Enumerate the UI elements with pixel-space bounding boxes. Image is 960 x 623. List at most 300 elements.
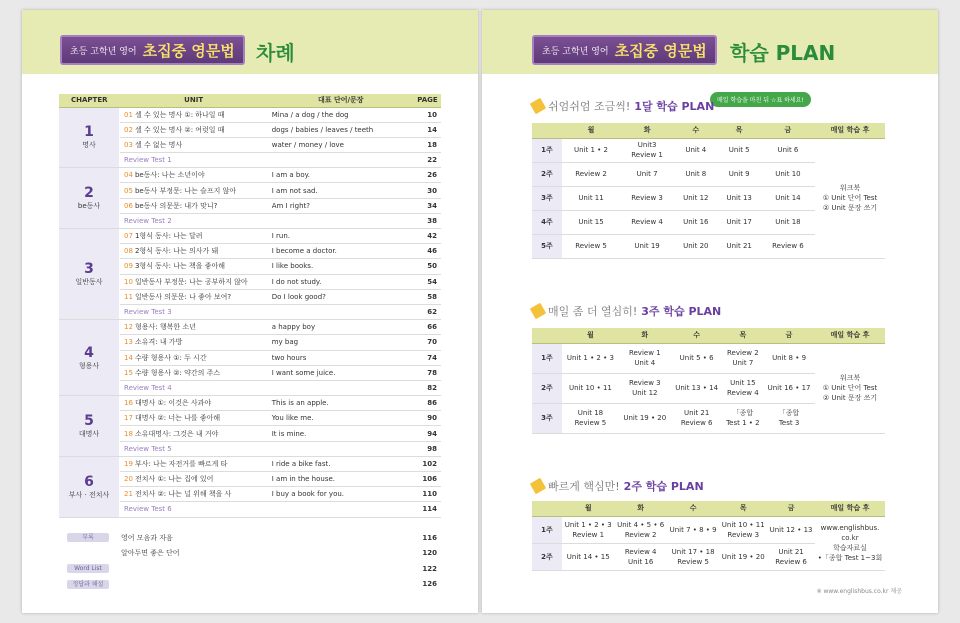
- plan-cell: [674, 186, 717, 210]
- appendix-label: 부록: [67, 533, 109, 542]
- after-study-line: ② Unit 문장 쓰기: [822, 204, 878, 212]
- plan-cell: [674, 138, 717, 162]
- chapter-cell: [59, 456, 120, 517]
- week-cell: 5주: [532, 234, 562, 258]
- example-cell: You like me.: [268, 411, 414, 426]
- appendix-title: 알아두면 좋은 단어: [121, 549, 180, 558]
- example-cell: I am in the house.: [268, 472, 414, 487]
- credit-note: ※ www.englishbus.co.kr 제공: [816, 588, 902, 595]
- plan-header-cell: [532, 501, 562, 516]
- plan-cell-line: Review 5: [677, 557, 709, 566]
- plan-cell-line: Unit 14 • 15: [566, 552, 610, 561]
- plan-cell-line: Review 2: [727, 349, 759, 357]
- unit-cell: [120, 244, 268, 259]
- chapter-name: 형용사: [78, 361, 100, 370]
- unit-title: be동사 부정문: 나는 슬프지 않아: [134, 186, 237, 195]
- appendix-page: 120: [422, 549, 437, 558]
- unit-title: 3형식 동사: 나는 책을 좋아해: [134, 262, 226, 271]
- table-row: [59, 229, 441, 244]
- chapter-name: 대명사: [78, 429, 100, 438]
- page-cell: 50: [414, 259, 441, 274]
- page-cell: 54: [414, 274, 441, 289]
- plan-cell: [614, 516, 666, 543]
- unit-title: Review Test 4: [124, 383, 172, 392]
- after-study-line: •「종합 Test 1~3회: [817, 554, 883, 562]
- example-cell: I am not sad.: [268, 183, 414, 198]
- plan-cell-line: Review 5: [574, 419, 607, 427]
- plan-cell-line: 「종합: [778, 409, 800, 417]
- chapter-cell: [59, 320, 120, 396]
- chapter-number: 2: [84, 185, 94, 202]
- table-row: [59, 107, 441, 122]
- unit-cell: [120, 380, 268, 395]
- unit-title: 부사: 나는 자전거를 빠르게 타: [134, 459, 228, 468]
- week-cell: 4주: [532, 210, 562, 234]
- page-cell: 58: [414, 289, 441, 304]
- unit-title: 전치사 ①: 나는 집에 있어: [134, 475, 214, 484]
- after-study-line: co.kr: [841, 534, 859, 542]
- unit-number: 20: [124, 475, 133, 484]
- unit-title: 대명사 ②: 너는 나를 좋아해: [134, 414, 221, 423]
- appendix-label-cell: [59, 530, 117, 546]
- plan-cell: [763, 403, 815, 433]
- unit-number: 10: [124, 277, 133, 286]
- unit-number: 15: [124, 368, 133, 377]
- plan-cell: [619, 343, 671, 373]
- plan-header-cell: 화: [619, 328, 671, 343]
- plan-cell-line: Review 3: [631, 194, 663, 202]
- list-item: [59, 561, 441, 577]
- example-cell: [268, 380, 414, 395]
- plan-cell-line: Unit 4 • 5 • 6: [617, 520, 665, 529]
- list-item: [59, 530, 441, 546]
- plan-cell-line: Review 3: [628, 379, 661, 387]
- plan-cell-line: Unit 12: [632, 389, 658, 397]
- plan-cell-line: Review 4: [727, 389, 759, 397]
- appendix-title: [117, 561, 415, 577]
- example-cell: my bag: [268, 335, 414, 350]
- unit-title: 형용사: 행복한 소년: [134, 323, 196, 332]
- toc-table: [59, 94, 441, 518]
- page-cell: 34: [414, 198, 441, 213]
- plan-cell: [674, 210, 717, 234]
- plan-header-cell: 월: [562, 123, 620, 138]
- plan-cell: [717, 162, 760, 186]
- unit-number: 16: [124, 399, 133, 408]
- chapter-name: be동사: [77, 202, 101, 211]
- plan-header-cell: 매일 학습 후: [815, 501, 885, 516]
- page-cell: 74: [414, 350, 441, 365]
- plan-cell: [719, 543, 767, 570]
- plan-cell: [717, 210, 760, 234]
- plan-cell: [761, 138, 815, 162]
- example-cell: [268, 304, 414, 319]
- page-cell: 102: [414, 456, 441, 471]
- page-title: 차례: [256, 41, 295, 65]
- chapter-cell: [59, 396, 120, 457]
- plan-cell-line: Unit 7 • 8 • 9: [669, 525, 717, 534]
- plan-header-cell: 수: [671, 328, 723, 343]
- plan-cell-line: Unit 10 • 11: [568, 384, 612, 392]
- plan-cell: [674, 234, 717, 258]
- unit-cell: [120, 441, 268, 456]
- plan-title: 3주 학습 PLAN: [641, 305, 722, 318]
- unit-cell: [120, 456, 268, 471]
- plan-header-row: [532, 123, 885, 138]
- table-row: [532, 516, 885, 543]
- plan-cell-line: Unit3: [637, 141, 657, 149]
- appendix-label: Word List: [67, 564, 109, 573]
- plan-cell: [562, 186, 620, 210]
- after-study-cell: [815, 343, 885, 433]
- plan-cell-line: Review 3: [727, 530, 760, 539]
- plan-cell-line: Unit 15: [578, 218, 604, 226]
- unit-cell: [120, 259, 268, 274]
- plan-cell-line: Review 2: [624, 530, 657, 539]
- plan-cell: [562, 162, 620, 186]
- plan-cell-line: Unit 10 • 11: [721, 520, 765, 529]
- unit-cell: [120, 183, 268, 198]
- page-cell: 22: [414, 153, 441, 168]
- unit-cell: [120, 229, 268, 244]
- plan-cell-line: Unit 21: [778, 547, 804, 556]
- unit-title: 일반동사 의문문: 나 좋아 보여?: [134, 292, 232, 301]
- unit-title: 셀 수 있는 명사 ②: 여럿일 때: [134, 125, 225, 134]
- week-cell: 3주: [532, 403, 562, 433]
- unit-cell: [120, 107, 268, 122]
- week-cell: 1주: [532, 138, 562, 162]
- after-study-cell: [815, 516, 885, 570]
- plan-cell: [620, 138, 674, 162]
- unit-number: 01: [124, 110, 133, 119]
- unit-title: 수량 형용사 ②: 약간의 주스: [134, 368, 221, 377]
- page-cell: 38: [414, 213, 441, 228]
- page-cell: 66: [414, 320, 441, 335]
- page-cell: 114: [414, 502, 441, 517]
- plan-cell: [667, 543, 719, 570]
- plan-cell-line: Review 4: [624, 547, 657, 556]
- example-cell: I am a boy.: [268, 168, 414, 183]
- unit-number: 07: [124, 232, 133, 241]
- plan-cell: [761, 234, 815, 258]
- appendix-title: 영어 모음과 자음: [121, 533, 173, 542]
- unit-number: 05: [124, 186, 133, 195]
- plan-cell-line: Review 6: [775, 557, 807, 566]
- plan-header-row: [532, 328, 885, 343]
- unit-cell: [120, 168, 268, 183]
- plan-cell: [667, 516, 719, 543]
- unit-cell: [120, 365, 268, 380]
- plan-cell-line: Unit 13 • 14: [675, 384, 719, 392]
- plan-cell: [761, 210, 815, 234]
- page-cell: 82: [414, 380, 441, 395]
- page-cell: 98: [414, 441, 441, 456]
- plan-header-cell: 월: [562, 328, 619, 343]
- example-cell: Mina / a dog / the dog: [268, 107, 414, 122]
- example-cell: [268, 153, 414, 168]
- toc-header-row: [59, 94, 441, 107]
- unit-cell: [120, 198, 268, 213]
- week-cell: 2주: [532, 373, 562, 403]
- plan-cell-line: Unit 19 • 20: [721, 552, 765, 561]
- unit-title: 소유대명사: 그것은 내 거야: [134, 429, 219, 438]
- example-cell: I run.: [268, 229, 414, 244]
- plan-cell: [761, 186, 815, 210]
- plan-header-row: [532, 501, 885, 516]
- plan-cell-line: Review 1: [572, 530, 605, 539]
- page-cell: 86: [414, 396, 441, 411]
- plan-cell: [671, 403, 723, 433]
- plan-cell: [723, 343, 764, 373]
- plan-header-cell: 목: [723, 328, 764, 343]
- unit-cell: [120, 122, 268, 137]
- plan-cell-line: Unit 7: [636, 170, 658, 178]
- example-cell: two hours: [268, 350, 414, 365]
- plan-table: [532, 328, 885, 434]
- plan-header-cell: 금: [761, 123, 815, 138]
- plan-cell-line: Unit 19 • 20: [623, 414, 667, 422]
- appendix-list: [59, 530, 441, 592]
- plan-cell: [562, 343, 619, 373]
- instruction-bubble: 매일 학습을 마친 뒤 ☆표 하세요!: [710, 92, 811, 107]
- unit-number: 12: [124, 323, 133, 332]
- example-cell: It is mine.: [268, 426, 414, 441]
- plan-cell: [620, 186, 674, 210]
- unit-cell: [120, 274, 268, 289]
- unit-title: 수량 형용사 ①: 두 시간: [134, 353, 207, 362]
- plan-cell: [614, 543, 666, 570]
- page-cell: 30: [414, 183, 441, 198]
- unit-cell: [120, 350, 268, 365]
- unit-cell: [120, 472, 268, 487]
- plan-header-cell: 화: [614, 501, 666, 516]
- example-cell: I buy a book for you.: [268, 487, 414, 502]
- toc-page: [22, 10, 478, 613]
- chapter-name: 부사 · 전치사: [68, 490, 110, 499]
- after-study-line: ① Unit 단어 Test: [822, 384, 878, 392]
- plan-cell-line: 「종합: [732, 409, 754, 417]
- unit-title: Review Test 3: [124, 308, 172, 317]
- page-title: 학습 PLAN: [730, 41, 836, 65]
- page-cell: 42: [414, 229, 441, 244]
- plan-cell-line: Unit 13: [726, 194, 752, 202]
- plan-cell-line: Unit 8 • 9: [772, 354, 807, 362]
- appendix-page: 122: [422, 564, 437, 573]
- example-cell: a happy boy: [268, 320, 414, 335]
- example-cell: [268, 213, 414, 228]
- plan-cell-line: Unit 10: [775, 170, 801, 178]
- plan-cell-line: Unit 16: [683, 218, 709, 226]
- page-cell: 106: [414, 472, 441, 487]
- unit-cell: [120, 396, 268, 411]
- week-cell: 3주: [532, 186, 562, 210]
- after-study-line: 학습자료실: [833, 544, 867, 552]
- unit-title: 셀 수 있는 명사 ①: 하나일 때: [134, 110, 225, 119]
- plan-lead: 빠르게 핵심만!: [548, 480, 620, 493]
- plan-section-title: [532, 98, 714, 114]
- plan-cell-line: Unit 12: [683, 194, 709, 202]
- plan-cell-line: Unit 6: [777, 146, 799, 154]
- unit-number: 03: [124, 140, 133, 149]
- after-study-line: ② Unit 문장 쓰기: [822, 394, 878, 402]
- toc-header-cell: 대표 단어/문장: [268, 94, 414, 107]
- after-study-line: 워크북: [839, 374, 861, 382]
- series-label: 초등 고학년 영어: [70, 46, 137, 57]
- list-item: [59, 577, 441, 593]
- plan-table: [532, 123, 885, 259]
- toc-header-cell: UNIT: [120, 94, 268, 107]
- plan-header-cell: 수: [674, 123, 717, 138]
- plan-cell-line: Review 2: [575, 170, 607, 178]
- plan-cell: [763, 373, 815, 403]
- unit-number: 19: [124, 459, 133, 468]
- page-cell: 94: [414, 426, 441, 441]
- plan-header-cell: [532, 123, 562, 138]
- plan-cell: [674, 162, 717, 186]
- plan-lead: 쉬엄쉬엄 조금씩!: [548, 100, 631, 113]
- after-study-cell: [815, 138, 885, 258]
- example-cell: I do not study.: [268, 274, 414, 289]
- chapter-name: 일반동사: [75, 278, 103, 287]
- example-cell: Am I right?: [268, 198, 414, 213]
- unit-title: 일반동사 부정문: 나는 공부하지 않아: [134, 277, 248, 286]
- unit-number: 11: [124, 292, 133, 301]
- plan-cell-line: Unit 1 • 2 • 3: [566, 354, 614, 362]
- plan-cell-line: Unit 5 • 6: [679, 354, 714, 362]
- example-cell: I become a doctor.: [268, 244, 414, 259]
- page-cell: 14: [414, 122, 441, 137]
- unit-title: 대명사 ①: 이것은 사과야: [134, 399, 212, 408]
- plan-cell-line: Review 4: [631, 218, 663, 226]
- plan-cell-line: Unit 16: [627, 557, 654, 566]
- unit-title: 전치사 ②: 나는 널 위해 책을 사: [134, 490, 232, 499]
- series-label: 초등 고학년 영어: [542, 46, 609, 57]
- plan-cell: [562, 516, 614, 543]
- plan-cell-line: Unit 19: [634, 242, 660, 250]
- plan-cell: [671, 373, 723, 403]
- plan-cell-line: Unit 14: [775, 194, 801, 202]
- example-cell: Do I look good?: [268, 289, 414, 304]
- plan-cell-line: Unit 12 • 13: [769, 525, 813, 534]
- plan-cell: [562, 138, 620, 162]
- plan-header-cell: [532, 328, 562, 343]
- unit-cell: [120, 487, 268, 502]
- plan-cell: [761, 162, 815, 186]
- plan-cell-line: Unit 1 • 2: [574, 146, 608, 154]
- example-cell: [268, 502, 414, 517]
- plan-cell: [719, 516, 767, 543]
- table-row: [532, 343, 885, 373]
- unit-number: 09: [124, 262, 133, 271]
- unit-cell: [120, 426, 268, 441]
- chapter-number: 1: [84, 124, 94, 141]
- unit-title: Review Test 6: [124, 505, 172, 514]
- chapter-number: 3: [84, 261, 94, 278]
- plan-cell-line: Review 6: [680, 419, 713, 427]
- chapter-number: 4: [84, 344, 94, 361]
- chapter-name: 명사: [82, 141, 96, 150]
- unit-cell: [120, 304, 268, 319]
- toc-header-cell: CHAPTER: [59, 94, 120, 107]
- table-row: [532, 138, 885, 162]
- plan-cell: [620, 210, 674, 234]
- table-row: [59, 168, 441, 183]
- plan-header-cell: 화: [620, 123, 674, 138]
- table-row: [59, 456, 441, 471]
- unit-cell: [120, 153, 268, 168]
- page-cell: 18: [414, 137, 441, 152]
- book-title-tag: [532, 35, 717, 65]
- plan-cell-line: Unit 7: [732, 359, 754, 367]
- plan-header-cell: 목: [717, 123, 760, 138]
- plan-cell-line: Unit 21: [683, 409, 710, 417]
- plan-title: 2주 학습 PLAN: [623, 480, 704, 493]
- appendix-label-cell: [59, 561, 117, 577]
- week-cell: 1주: [532, 516, 562, 543]
- unit-cell: [120, 320, 268, 335]
- book-title: 초집중 영문법: [142, 41, 235, 60]
- chapter-number: 5: [84, 412, 94, 429]
- book-title: 초집중 영문법: [614, 41, 707, 60]
- plan-cell-line: Unit 18: [577, 409, 604, 417]
- plan-table: [532, 501, 885, 571]
- plan-header-cell: 목: [719, 501, 767, 516]
- unit-number: 17: [124, 414, 133, 423]
- plan-cell-line: Unit 4: [634, 359, 656, 367]
- plan-cell: [717, 186, 760, 210]
- unit-number: 14: [124, 353, 133, 362]
- plan-cell-line: Review 6: [772, 242, 804, 250]
- plan-cell-line: Review 1: [628, 349, 661, 357]
- after-study-line: 워크북: [839, 184, 861, 192]
- plan-cell-line: Unit 17 • 18: [671, 547, 715, 556]
- unit-number: 18: [124, 429, 133, 438]
- unit-title: 셀 수 없는 명사: [134, 140, 183, 149]
- unit-number: 21: [124, 490, 133, 499]
- plan-header-cell: 매일 학습 후: [815, 328, 885, 343]
- plan-cell-line: Test 1 • 2: [726, 419, 760, 427]
- plan-header-cell: 월: [562, 501, 614, 516]
- plan-cell-line: Unit 11: [578, 194, 604, 202]
- plan-cell-line: Review 1: [631, 151, 663, 159]
- example-cell: This is an apple.: [268, 396, 414, 411]
- chapter-cell: [59, 229, 120, 320]
- unit-cell: [120, 137, 268, 152]
- plan-cell: [620, 234, 674, 258]
- page-cell: 62: [414, 304, 441, 319]
- appendix-page: 116: [422, 533, 437, 542]
- example-cell: I want some juice.: [268, 365, 414, 380]
- plan-cell: [562, 403, 619, 433]
- plan-cell-line: Test 3: [778, 419, 800, 427]
- plan-cell: [763, 343, 815, 373]
- toc-header-cell: PAGE: [414, 94, 441, 107]
- list-item: [59, 546, 441, 562]
- plan-cell: [767, 543, 815, 570]
- week-cell: 1주: [532, 343, 562, 373]
- unit-title: be동사 의문문: 내가 맞니?: [134, 201, 218, 210]
- example-cell: I like books.: [268, 259, 414, 274]
- table-row: [59, 396, 441, 411]
- plan-cell: [562, 210, 620, 234]
- plan-cell-line: Unit 18: [775, 218, 801, 226]
- unit-cell: [120, 289, 268, 304]
- plan-cell-line: Unit 15: [730, 379, 756, 387]
- appendix-label-cell: [59, 577, 117, 593]
- plan-cell-line: Unit 5: [728, 146, 750, 154]
- unit-number: 08: [124, 247, 133, 256]
- page-cell: 110: [414, 487, 441, 502]
